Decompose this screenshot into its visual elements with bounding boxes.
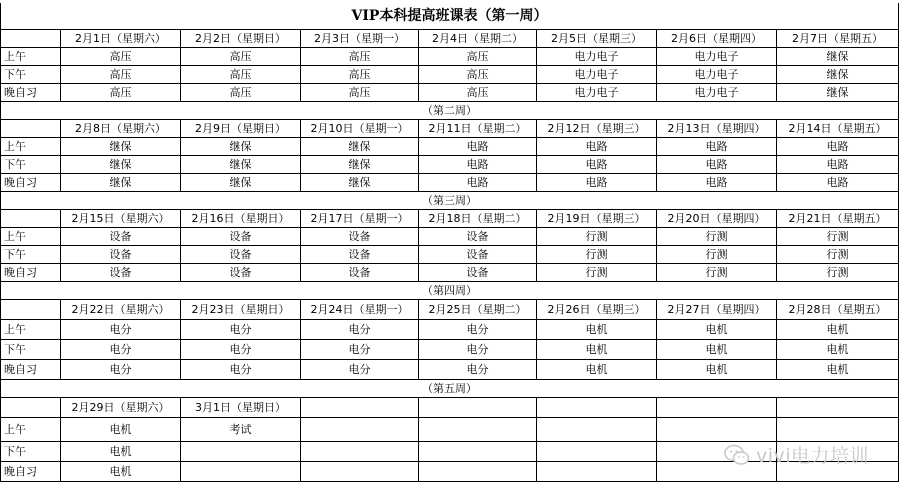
course-cell: 电力电子: [537, 65, 657, 83]
course-cell: 继保: [61, 137, 181, 155]
course-cell: 电分: [301, 319, 419, 339]
date-header-row: [1, 397, 899, 417]
course-cell: 电机: [537, 319, 657, 339]
corner-cell: [1, 29, 61, 47]
date-header-cell: 3月1日（星期日）: [181, 397, 301, 417]
course-cell: [419, 461, 537, 481]
date-header-cell: 2月21日（星期五）: [777, 209, 899, 227]
date-header-cell: 2月8日（星期六）: [61, 119, 181, 137]
course-cell: 高压: [419, 47, 537, 65]
course-cell: 电路: [419, 155, 537, 173]
course-cell: 继保: [777, 65, 899, 83]
date-header-cell: 2月12日（星期三）: [537, 119, 657, 137]
course-cell: 高压: [61, 83, 181, 101]
date-header-cell: [301, 397, 419, 417]
date-header-cell: 2月25日（星期二）: [419, 299, 537, 319]
course-cell: [657, 417, 777, 441]
course-cell: 行测: [537, 245, 657, 263]
course-cell: 电分: [61, 359, 181, 379]
session-label: 上午: [1, 137, 61, 155]
date-header-row: [1, 299, 899, 319]
date-header-cell: 2月15日（星期六）: [61, 209, 181, 227]
schedule-table: [0, 3, 899, 482]
date-header-cell: 2月11日（星期二）: [419, 119, 537, 137]
session-row: [1, 263, 899, 281]
course-cell: 电分: [181, 319, 301, 339]
course-cell: 设备: [61, 227, 181, 245]
date-header-cell: 2月26日（星期三）: [537, 299, 657, 319]
course-cell: 电分: [419, 319, 537, 339]
course-cell: 继保: [61, 173, 181, 191]
date-header-cell: [657, 397, 777, 417]
week-label: （第四周）: [1, 281, 899, 299]
course-cell: 高压: [181, 83, 301, 101]
corner-cell: [1, 209, 61, 227]
date-header-cell: 2月24日（星期一）: [301, 299, 419, 319]
date-header-cell: 2月1日（星期六）: [61, 29, 181, 47]
course-cell: 电路: [657, 137, 777, 155]
date-header-cell: 2月7日（星期五）: [777, 29, 899, 47]
course-cell: 电路: [777, 155, 899, 173]
date-header-cell: 2月14日（星期五）: [777, 119, 899, 137]
session-row: [1, 359, 899, 379]
course-cell: 设备: [301, 263, 419, 281]
wechat-icon: [724, 444, 750, 466]
course-cell: 电机: [777, 319, 899, 339]
course-cell: 设备: [419, 263, 537, 281]
course-cell: 高压: [301, 83, 419, 101]
date-header-cell: 2月29日（星期六）: [61, 397, 181, 417]
course-cell: 高压: [181, 65, 301, 83]
course-cell: [301, 461, 419, 481]
week-label-row: [1, 281, 899, 299]
week-label: （第二周）: [1, 101, 899, 119]
course-cell: 设备: [301, 227, 419, 245]
course-cell: 电机: [61, 441, 181, 461]
course-cell: 高压: [301, 65, 419, 83]
course-cell: 继保: [301, 173, 419, 191]
course-cell: 电机: [657, 339, 777, 359]
course-cell: 电分: [61, 339, 181, 359]
course-cell: 电力电子: [657, 83, 777, 101]
session-row: [1, 137, 899, 155]
session-label: 下午: [1, 245, 61, 263]
date-header-cell: 2月28日（星期五）: [777, 299, 899, 319]
course-cell: [419, 441, 537, 461]
session-row: [1, 155, 899, 173]
date-header-cell: 2月16日（星期日）: [181, 209, 301, 227]
course-cell: 电分: [181, 359, 301, 379]
course-cell: [181, 461, 301, 481]
session-row: [1, 47, 899, 65]
session-label: 下午: [1, 65, 61, 83]
course-cell: 行测: [777, 263, 899, 281]
date-header-cell: [419, 397, 537, 417]
session-label: 晚自习: [1, 173, 61, 191]
course-cell: [537, 417, 657, 441]
course-cell: 行测: [657, 227, 777, 245]
date-header-cell: [777, 397, 899, 417]
course-cell: 电路: [419, 137, 537, 155]
course-cell: 继保: [777, 83, 899, 101]
course-cell: 高压: [419, 65, 537, 83]
course-cell: 继保: [181, 173, 301, 191]
course-cell: 行测: [537, 227, 657, 245]
date-header-cell: 2月13日（星期四）: [657, 119, 777, 137]
course-cell: 设备: [301, 245, 419, 263]
course-cell: [777, 417, 899, 441]
date-header-cell: [537, 397, 657, 417]
course-cell: 电路: [777, 173, 899, 191]
course-cell: 电路: [419, 173, 537, 191]
session-label: 下午: [1, 339, 61, 359]
session-row: [1, 417, 899, 441]
session-label: 晚自习: [1, 83, 61, 101]
session-label: 晚自习: [1, 461, 61, 481]
course-cell: 继保: [301, 155, 419, 173]
course-cell: 电路: [537, 173, 657, 191]
week-label-row: [1, 379, 899, 397]
week-label-row: [1, 101, 899, 119]
course-cell: [537, 441, 657, 461]
session-row: [1, 227, 899, 245]
course-cell: 行测: [777, 245, 899, 263]
session-row: [1, 173, 899, 191]
date-header-cell: 2月18日（星期二）: [419, 209, 537, 227]
course-cell: 行测: [777, 227, 899, 245]
course-cell: 电分: [61, 319, 181, 339]
session-row: [1, 83, 899, 101]
course-cell: 电机: [537, 339, 657, 359]
date-header-cell: 2月9日（星期日）: [181, 119, 301, 137]
session-row: [1, 319, 899, 339]
course-cell: 电分: [181, 339, 301, 359]
week-label-row: [1, 191, 899, 209]
course-cell: [301, 441, 419, 461]
course-cell: 电机: [61, 461, 181, 481]
course-cell: 考试: [181, 417, 301, 441]
course-cell: 电力电子: [657, 65, 777, 83]
course-cell: 设备: [181, 263, 301, 281]
course-cell: 设备: [61, 245, 181, 263]
course-cell: 电力电子: [537, 83, 657, 101]
session-label: 下午: [1, 155, 61, 173]
course-cell: 电机: [657, 319, 777, 339]
corner-cell: [1, 397, 61, 417]
date-header-row: [1, 119, 899, 137]
course-cell: 行测: [657, 263, 777, 281]
course-cell: 电路: [537, 137, 657, 155]
course-cell: [537, 461, 657, 481]
course-cell: 行测: [657, 245, 777, 263]
date-header-cell: 2月17日（星期一）: [301, 209, 419, 227]
session-row: [1, 65, 899, 83]
watermark: [724, 441, 869, 468]
session-row: [1, 339, 899, 359]
course-cell: 行测: [537, 263, 657, 281]
session-label: 上午: [1, 417, 61, 441]
course-cell: 电路: [657, 155, 777, 173]
course-cell: 高压: [61, 65, 181, 83]
course-cell: 电分: [301, 359, 419, 379]
date-header-cell: 2月20日（星期四）: [657, 209, 777, 227]
course-cell: 电机: [61, 417, 181, 441]
date-header-cell: 2月10日（星期一）: [301, 119, 419, 137]
course-cell: 高压: [61, 47, 181, 65]
course-cell: [181, 441, 301, 461]
course-cell: 继保: [61, 155, 181, 173]
date-header-row: [1, 29, 899, 47]
date-header-cell: 2月4日（星期二）: [419, 29, 537, 47]
course-cell: 高压: [419, 83, 537, 101]
session-label: 下午: [1, 441, 61, 461]
session-label: 上午: [1, 227, 61, 245]
course-cell: 设备: [419, 245, 537, 263]
course-cell: 电路: [777, 137, 899, 155]
corner-cell: [1, 299, 61, 319]
corner-cell: [1, 119, 61, 137]
date-header-cell: 2月19日（星期三）: [537, 209, 657, 227]
week-label: （第三周）: [1, 191, 899, 209]
course-cell: 高压: [301, 47, 419, 65]
date-header-cell: 2月23日（星期日）: [181, 299, 301, 319]
course-cell: 设备: [181, 227, 301, 245]
session-row: [1, 245, 899, 263]
date-header-cell: 2月27日（星期四）: [657, 299, 777, 319]
course-cell: 继保: [301, 137, 419, 155]
session-label: 晚自习: [1, 263, 61, 281]
date-header-row: [1, 209, 899, 227]
course-cell: 继保: [181, 155, 301, 173]
course-cell: 高压: [181, 47, 301, 65]
course-cell: 电机: [777, 339, 899, 359]
watermark-text: vivi电力培训: [755, 445, 869, 467]
course-cell: 电力电子: [657, 47, 777, 65]
date-header-cell: 2月5日（星期三）: [537, 29, 657, 47]
session-label: 晚自习: [1, 359, 61, 379]
week-label: （第五周）: [1, 379, 899, 397]
course-cell: 电路: [657, 173, 777, 191]
date-header-cell: 2月6日（星期四）: [657, 29, 777, 47]
date-header-cell: 2月2日（星期日）: [181, 29, 301, 47]
course-cell: 继保: [777, 47, 899, 65]
title-row: [1, 3, 899, 29]
course-cell: 电分: [419, 359, 537, 379]
course-cell: [419, 417, 537, 441]
course-cell: 电分: [301, 339, 419, 359]
course-cell: 继保: [181, 137, 301, 155]
session-label: 上午: [1, 47, 61, 65]
date-header-cell: 2月3日（星期一）: [301, 29, 419, 47]
course-cell: 电机: [537, 359, 657, 379]
date-header-cell: 2月22日（星期六）: [61, 299, 181, 319]
course-cell: 电机: [777, 359, 899, 379]
page-title: VIP本科提高班课表（第一周）: [1, 3, 899, 29]
course-cell: 电力电子: [537, 47, 657, 65]
course-cell: 电分: [419, 339, 537, 359]
course-cell: 设备: [181, 245, 301, 263]
course-cell: 设备: [419, 227, 537, 245]
course-cell: 电路: [537, 155, 657, 173]
course-cell: 设备: [61, 263, 181, 281]
course-cell: [301, 417, 419, 441]
session-label: 上午: [1, 319, 61, 339]
course-cell: 电机: [657, 359, 777, 379]
